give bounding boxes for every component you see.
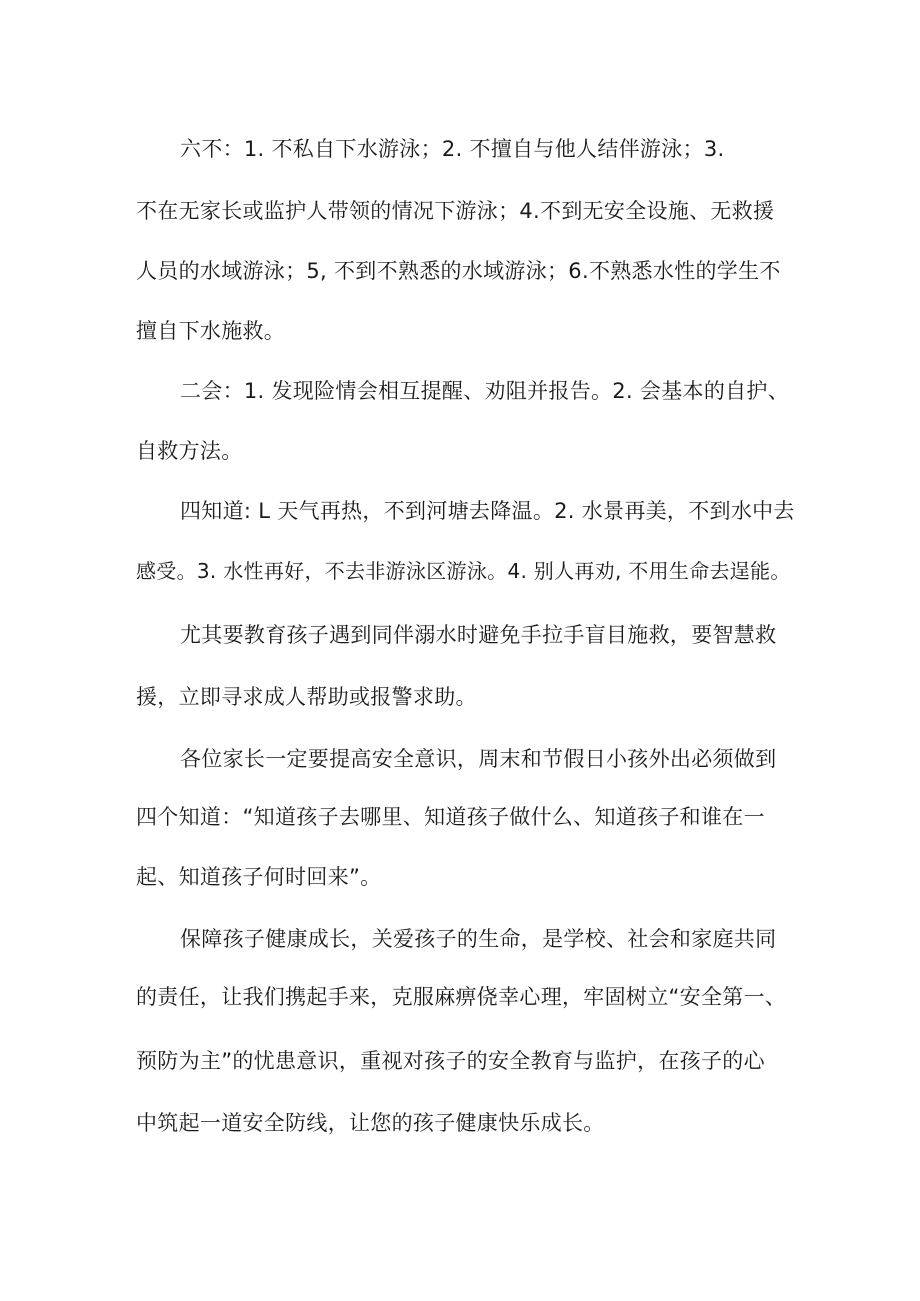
paragraph-6-line-2: 的责任，让我们携起手来，克服麻痹侥幸心理，牢固树立“安全第一、	[136, 985, 787, 1009]
paragraph-1-line-2: 不在无家长或监护人带领的情况下游泳；4.不到无安全设施、无救援	[136, 199, 775, 223]
paragraph-6-line-1: 保障孩子健康成长，关爱孩子的生命，是学校、社会和家庭共同	[180, 927, 777, 951]
paragraph-2-line-2: 自救方法。	[136, 439, 243, 463]
paragraph-5-line-3: 起、知道孩子何时回来”。	[136, 865, 382, 889]
paragraph-4-line-2: 援，立即寻求成人帮助或报警求助。	[136, 685, 477, 709]
paragraph-4-line-1: 尤其要教育孩子遇到同伴溺水时避免手拉手盲目施救，要智慧救	[180, 623, 777, 647]
paragraph-2-line-1: 二会：1. 发现险情会相互提醒、劝阻并报告。2. 会基本的自护、	[180, 379, 790, 403]
paragraph-6-line-4: 中筑起一道安全防线，让您的孩子健康快乐成长。	[136, 1111, 605, 1135]
paragraph-1-line-4: 擅自下水施救。	[136, 319, 286, 343]
paragraph-3-line-2: 感受。3. 水性再好，不去非游泳区游泳。4. 别人再劝, 不用生命去逞能。	[136, 559, 791, 583]
paragraph-1-line-3: 人员的水域游泳；5, 不到不熟悉的水域游泳；6.不熟悉水性的学生不	[136, 259, 781, 283]
paragraph-3-line-1: 四知道: L 天气再热，不到河塘去降温。2. 水景再美，不到水中去	[180, 499, 795, 523]
paragraph-6-line-3: 预防为主”的忧患意识，重视对孩子的安全教育与监护，在孩子的心	[136, 1049, 765, 1073]
paragraph-5-line-2: 四个知道：“知道孩子去哪里、知道孩子做什么、知道孩子和谁在一	[136, 805, 765, 829]
paragraph-1-line-1: 六不：1. 不私自下水游泳；2. 不擅自与他人结伴游泳；3.	[180, 137, 725, 161]
paragraph-5-line-1: 各位家长一定要提高安全意识，周末和节假日小孩外出必须做到	[180, 747, 777, 771]
